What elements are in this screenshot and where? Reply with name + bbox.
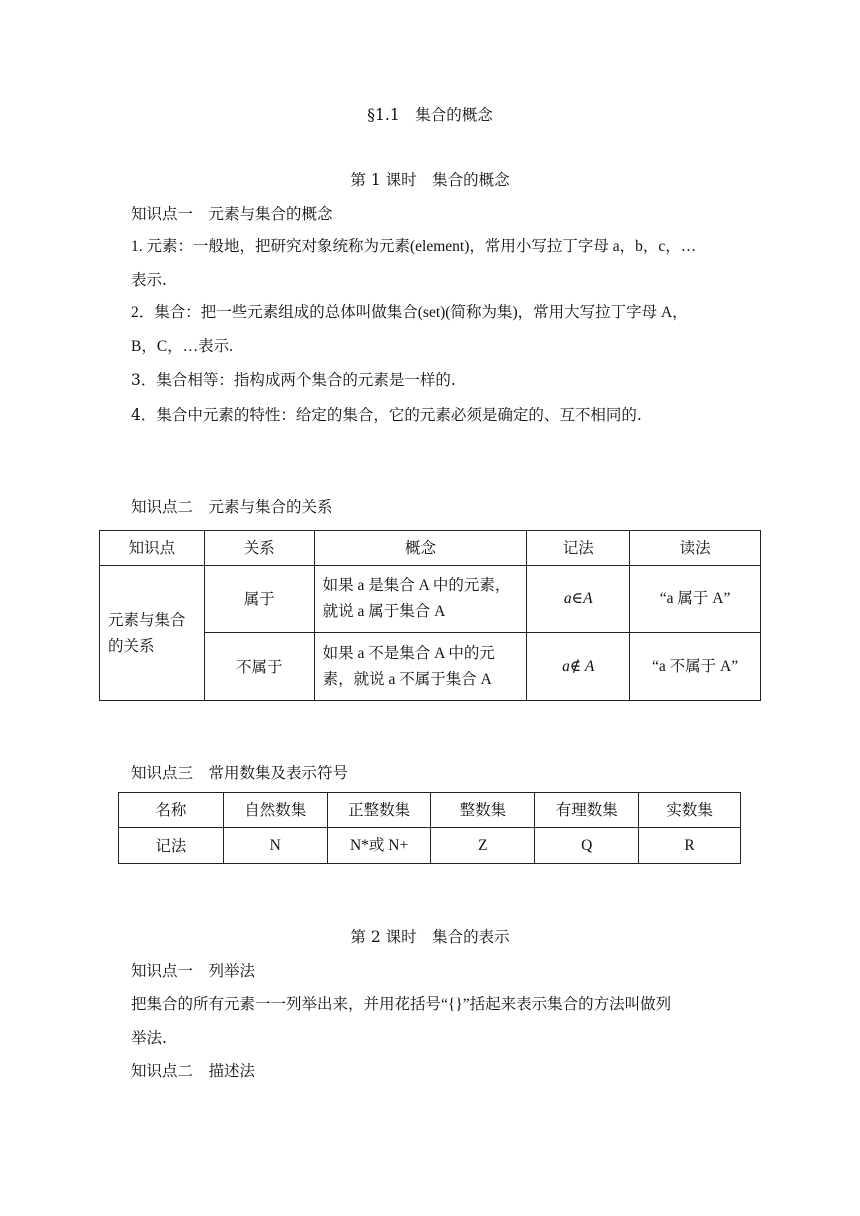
kp3-heading: 知识点三 常用数集及表示符号 bbox=[131, 764, 349, 782]
row1-concept-line2: 就说 a 属于集合 A bbox=[322, 603, 446, 620]
kp1-item1-line1: 1. 元素：一般地，把研究对象统称为元素(element)，常用小写拉丁字母 a，b，c，… bbox=[131, 238, 697, 255]
ns-symbol-integer: Z bbox=[431, 828, 535, 864]
row2-relation: 不属于 bbox=[204, 633, 314, 701]
row1-notation: a∈A bbox=[527, 566, 630, 633]
header-concept: 概念 bbox=[314, 531, 527, 566]
ns-symbol-natural: N bbox=[223, 828, 327, 864]
ns-header-natural: 自然数集 bbox=[223, 793, 327, 828]
ns-header-name: 名称 bbox=[119, 793, 224, 828]
topic-line1: 元素与集合 bbox=[108, 611, 186, 629]
row2-concept bbox=[314, 633, 527, 701]
number-set-table bbox=[118, 792, 741, 864]
ns-row-label: 记法 bbox=[119, 828, 224, 864]
row2-notation: a∉ A bbox=[527, 633, 630, 701]
row1-concept bbox=[314, 566, 527, 633]
lesson-1-title: 第 1 课时 集合的概念 bbox=[350, 171, 510, 189]
l2-kp1-text-line1: 把集合的所有元素一一列举出来，并用花括号“{}”括起来表示集合的方法叫做列 bbox=[131, 996, 672, 1013]
ns-symbol-real: R bbox=[639, 828, 741, 864]
ns-header-rational: 有理数集 bbox=[535, 793, 639, 828]
row2-reading: “a 不属于 A” bbox=[630, 633, 761, 701]
header-notation: 记法 bbox=[527, 531, 630, 566]
topic-line2: 的关系 bbox=[108, 637, 155, 655]
header-relation: 关系 bbox=[204, 531, 314, 566]
row1-relation: 属于 bbox=[204, 566, 314, 633]
l2-kp2-heading: 知识点二 描述法 bbox=[131, 1062, 256, 1080]
ns-symbol-positive-int: N*或 N+ bbox=[327, 828, 431, 864]
header-reading: 读法 bbox=[630, 531, 761, 566]
kp1-item1-line2: 表示. bbox=[131, 271, 167, 289]
ns-header-positive-int: 正整数集 bbox=[327, 793, 431, 828]
ns-header-integer: 整数集 bbox=[431, 793, 535, 828]
l2-kp1-heading: 知识点一 列举法 bbox=[131, 962, 256, 980]
topic-cell bbox=[100, 566, 205, 701]
header-topic: 知识点 bbox=[100, 531, 205, 566]
ns-symbol-rational: Q bbox=[535, 828, 639, 864]
kp1-item2-line1: 2．集合：把一些元素组成的总体叫做集合(set)(简称为集)，常用大写拉丁字母 A， bbox=[131, 304, 688, 321]
element-set-relation-table bbox=[99, 530, 761, 701]
section-title: §1.1 集合的概念 bbox=[367, 106, 493, 124]
ns-header-real: 实数集 bbox=[639, 793, 741, 828]
row1-reading: “a 属于 A” bbox=[630, 566, 761, 633]
kp1-item2-line2: B，C，…表示. bbox=[131, 338, 234, 355]
lesson-2-title: 第 2 课时 集合的表示 bbox=[350, 928, 510, 946]
kp1-item4: 4．集合中元素的特性：给定的集合，它的元素必须是确定的、互不相同的. bbox=[131, 406, 642, 424]
kp1-item3: 3．集合相等：指构成两个集合的元素是一样的. bbox=[131, 371, 456, 389]
row2-concept-line1: 如果 a 不是集合 A 中的元 bbox=[322, 644, 495, 662]
kp2-heading: 知识点二 元素与集合的关系 bbox=[131, 498, 333, 516]
l2-kp1-text-line2: 举法. bbox=[131, 1029, 167, 1047]
row1-concept-line1: 如果 a 是集合 A 中的元素， bbox=[322, 577, 511, 594]
row2-concept-line2: 素，就说 a 不属于集合 A bbox=[322, 670, 492, 688]
kp1-heading: 知识点一 元素与集合的概念 bbox=[131, 205, 333, 223]
